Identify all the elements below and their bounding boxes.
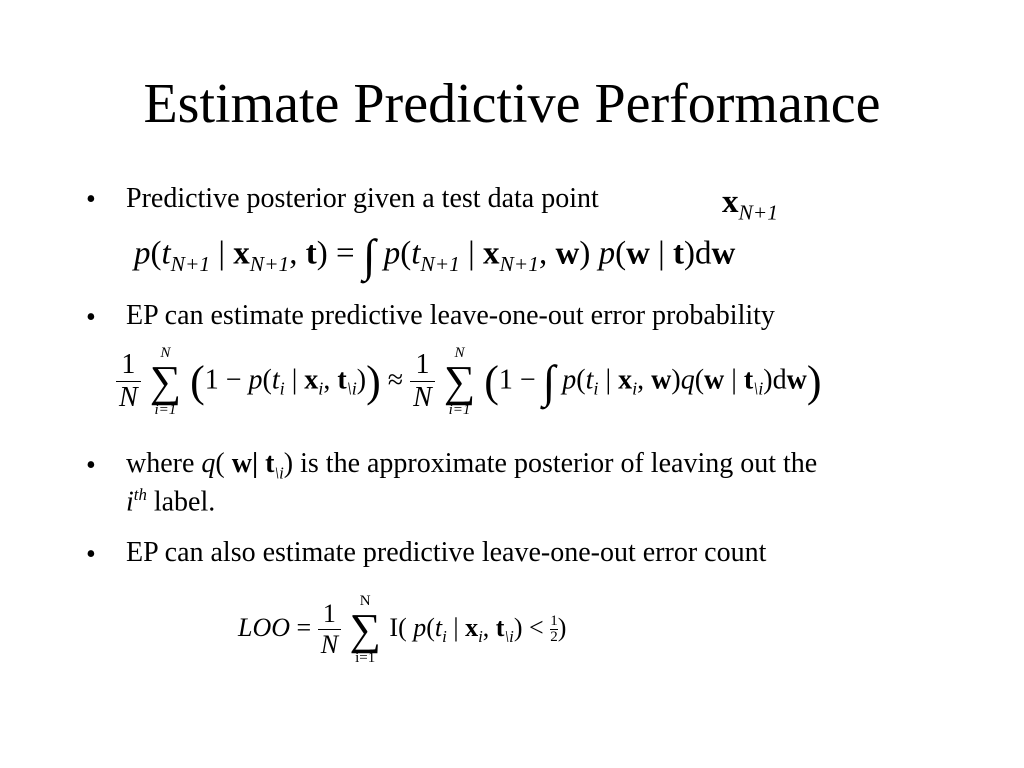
- bullet-marker: •: [86, 450, 96, 481]
- bullet-text-approx-posterior: where q( w| $t_{\backslash i}$) is the approximate posterior of leaving out the $i^{th}$ label.: [126, 448, 818, 518]
- predictive-posterior-equation: $p(t_{N+1}$ | $x_{N+1}$, t) = ∫ $p(t_{N+1}$ | $x_{N+1}$, w) p(w | t)dw: [134, 230, 736, 281]
- loo-count-equation: LOO = $\frac{1}{N}$ N ∑ i=1 I( $p(t_i$ | $x_i$, $t_{\backslash i}$) < $\frac{1}{2}$ ): [238, 593, 567, 666]
- bullet-text-predictive-posterior: Predictive posterior given a test data point: [126, 183, 599, 214]
- bullet-text-loo-count: EP can also estimate predictive leave-one-out error count: [126, 537, 767, 568]
- test-point-symbol: $x_{N+1}$: [722, 184, 778, 225]
- loo-probability-equation: $\frac{1}{N}$ N ∑ i=1 ($1 - p(t_i$ | $x_i$, $t_{\backslash i}$)) ≈ $\frac{1}{N}$ N ∑ i=1 (1 − ∫ $p(t_i$ | $x_i$, w)q(w | $t_{\backslash i})dw$): [116, 346, 822, 418]
- bullet-marker: •: [86, 184, 96, 215]
- bullet-marker: •: [86, 539, 96, 570]
- bullet-marker: •: [86, 302, 96, 333]
- bullet-text-loo-probability: EP can estimate predictive leave-one-out error probability: [126, 300, 775, 331]
- slide-title: Estimate Predictive Performance: [143, 73, 881, 135]
